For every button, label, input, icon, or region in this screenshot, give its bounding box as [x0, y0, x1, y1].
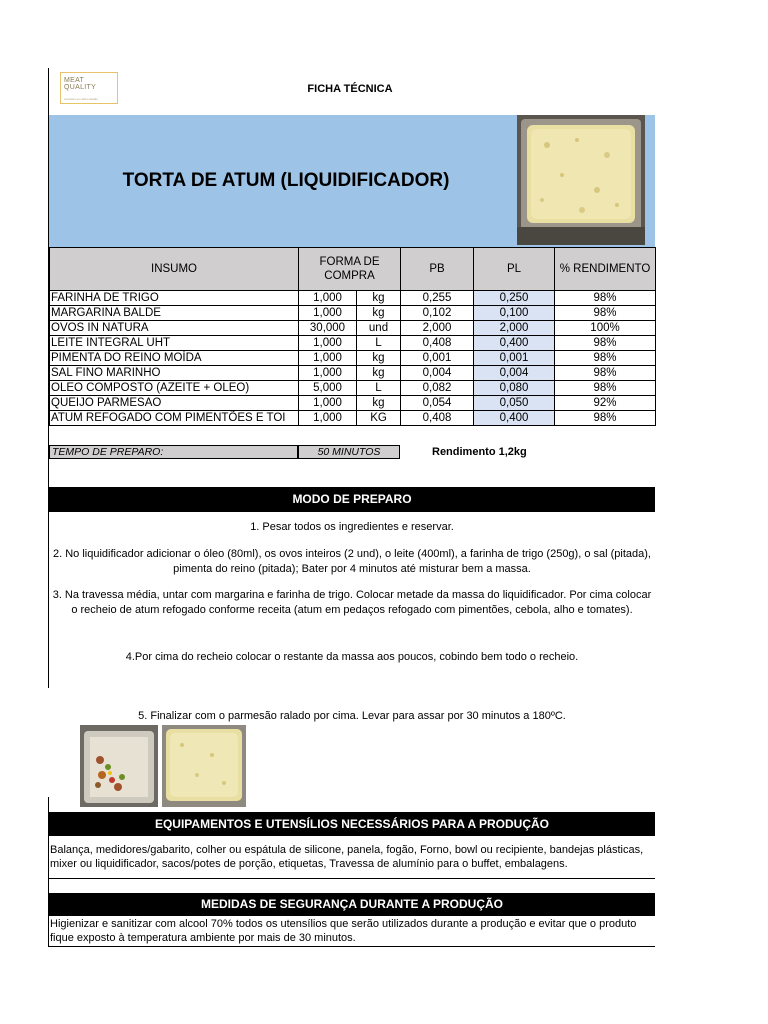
cell-pl: 0,400 [474, 411, 555, 426]
header-rendimento: % RENDIMENTO [555, 248, 656, 291]
cell-pb: 0,004 [401, 366, 474, 381]
cell-qty: 1,000 [299, 396, 357, 411]
cell-unit: L [357, 381, 401, 396]
step-2: 2. No liquidificador adicionar o óleo (80ml), os ovos inteiros (2 und), o leite (400ml), a farinha de trigo (250g), o sal (pitada), pimenta do reino (pitada); Bater por 4 minutos até misturar bem a massa. [53, 548, 651, 575]
cell-qty: 1,000 [299, 351, 357, 366]
header-insumo: INSUMO [50, 248, 299, 291]
cell-rendimento: 98% [555, 411, 656, 426]
cell-qty: 1,000 [299, 336, 357, 351]
table-row [50, 306, 656, 321]
logo-line1: MEAT [64, 77, 85, 84]
title-banner [49, 115, 655, 247]
cell-unit: kg [357, 291, 401, 306]
cell-rendimento: 98% [555, 291, 656, 306]
table-row [50, 411, 656, 426]
equipamentos-header: EQUIPAMENTOS E UTENSÍLIOS NECESSÁRIOS PARA A PRODUÇÃO [49, 812, 655, 836]
seguranca-text: Higienizar e sanitizar com alcool 70% todos os utensílios que serão utilizados durante a produção e evitar que o produto fique exposto à temperatura ambiente por mais de 30 minutos. [50, 918, 637, 944]
cell-rendimento: 98% [555, 351, 656, 366]
cell-rendimento: 100% [555, 321, 656, 336]
cell-pl: 0,080 [474, 381, 555, 396]
header-pb: PB [401, 248, 474, 291]
cell-rendimento: 98% [555, 306, 656, 321]
equipamentos-divider [49, 878, 655, 879]
step-5: 5. Finalizar com o parmesão ralado por cima. Levar para assar por 30 minutos a 180ºC. [138, 710, 566, 722]
logo-tagline: soluções em alimentação [64, 97, 98, 101]
meat-quality-logo [60, 72, 118, 104]
cell-rendimento: 98% [555, 381, 656, 396]
cell-insumo: MARGARINA BALDE [50, 306, 299, 321]
cell-qty: 5,000 [299, 381, 357, 396]
cell-qty: 1,000 [299, 411, 357, 426]
finished-pie-photo [162, 725, 246, 807]
cell-rendimento: 92% [555, 396, 656, 411]
cell-qty: 1,000 [299, 366, 357, 381]
cell-qty: 1,000 [299, 306, 357, 321]
ficha-tecnica-title: FICHA TÉCNICA [307, 83, 393, 95]
cell-insumo: SAL FINO MARINHO [50, 366, 299, 381]
cell-rendimento: 98% [555, 336, 656, 351]
cell-pl: 0,250 [474, 291, 555, 306]
cell-unit: kg [357, 351, 401, 366]
cell-qty: 30,000 [299, 321, 357, 336]
ingredients-table [49, 247, 656, 426]
table-row [50, 291, 656, 306]
cell-insumo: PIMENTA DO REINO MOÍDA [50, 351, 299, 366]
cell-insumo: ATUM REFOGADO COM PIMENTÕES E TOI [50, 411, 299, 426]
cell-pb: 2,000 [401, 321, 474, 336]
table-row [50, 336, 656, 351]
table-row [50, 366, 656, 381]
cell-pl: 0,100 [474, 306, 555, 321]
step-3: 3. Na travessa média, untar com margarina e farinha de trigo. Colocar metade da massa do liquidificador. Por cima colocar o recheio de atum refogado conforme receita (atum em pedaços refogado com pimentões, cebola, alho e tomates). [52, 589, 652, 616]
cell-insumo: LEITE INTEGRAL UHT [50, 336, 299, 351]
cell-pl: 0,001 [474, 351, 555, 366]
tuna-pie-photo [517, 115, 645, 245]
logo-line2: QUALITY [64, 84, 97, 91]
cell-rendimento: 98% [555, 366, 656, 381]
cell-pl: 0,004 [474, 366, 555, 381]
cell-pb: 0,001 [401, 351, 474, 366]
cell-pb: 0,408 [401, 336, 474, 351]
recipe-title: TORTA DE ATUM (LIQUIDIFICADOR) [122, 170, 450, 191]
cell-unit: L [357, 336, 401, 351]
header-pl: PL [474, 248, 555, 291]
cell-insumo: OLEO COMPOSTO (AZEITE + OLEO) [50, 381, 299, 396]
step-1: 1. Pesar todos os ingredientes e reservar. [250, 521, 454, 533]
cell-unit: kg [357, 366, 401, 381]
table-row [50, 351, 656, 366]
cell-pl: 0,400 [474, 336, 555, 351]
cell-unit: kg [357, 396, 401, 411]
table-header-row [50, 248, 656, 291]
cell-pb: 0,102 [401, 306, 474, 321]
cell-unit: und [357, 321, 401, 336]
cell-pb: 0,408 [401, 411, 474, 426]
table-row [50, 321, 656, 336]
cell-unit: kg [357, 306, 401, 321]
table-row [50, 396, 656, 411]
seguranca-header: MEDIDAS DE SEGURANÇA DURANTE A PRODUÇÃO [49, 893, 655, 916]
header-forma-compra: FORMA DE COMPRA [299, 248, 401, 291]
cell-unit: KG [357, 411, 401, 426]
filling-photo [80, 725, 158, 807]
cell-pb: 0,054 [401, 396, 474, 411]
step-4: 4.Por cima do recheio colocar o restante da massa aos poucos, cobindo bem todo o recheio. [125, 651, 579, 663]
prep-time-label: TEMPO DE PREPARO: [49, 445, 298, 459]
cell-pb: 0,082 [401, 381, 474, 396]
yield-text: Rendimento 1,2kg [432, 446, 527, 458]
modo-preparo-header: MODO DE PREPARO [49, 487, 655, 512]
cell-pl: 0,050 [474, 396, 555, 411]
seguranca-divider [49, 946, 655, 947]
cell-pb: 0,255 [401, 291, 474, 306]
cell-pl: 2,000 [474, 321, 555, 336]
cell-qty: 1,000 [299, 291, 357, 306]
prep-time-value: 50 MINUTOS [298, 445, 400, 459]
equipamentos-text: Balança, medidores/gabarito, colher ou espátula de silicone, panela, fogão, Forno, bowl ou recipiente, bandejas plásticas, mixer ou liquidificador, sacos/potes de porção, etiquetas, Travessa de alumínio para o buffet, embalagens. [50, 844, 644, 870]
cell-insumo: FARINHA DE TRIGO [50, 291, 299, 306]
cell-insumo: OVOS IN NATURA [50, 321, 299, 336]
cell-insumo: QUEIJO PARMESAO [50, 396, 299, 411]
table-row [50, 381, 656, 396]
